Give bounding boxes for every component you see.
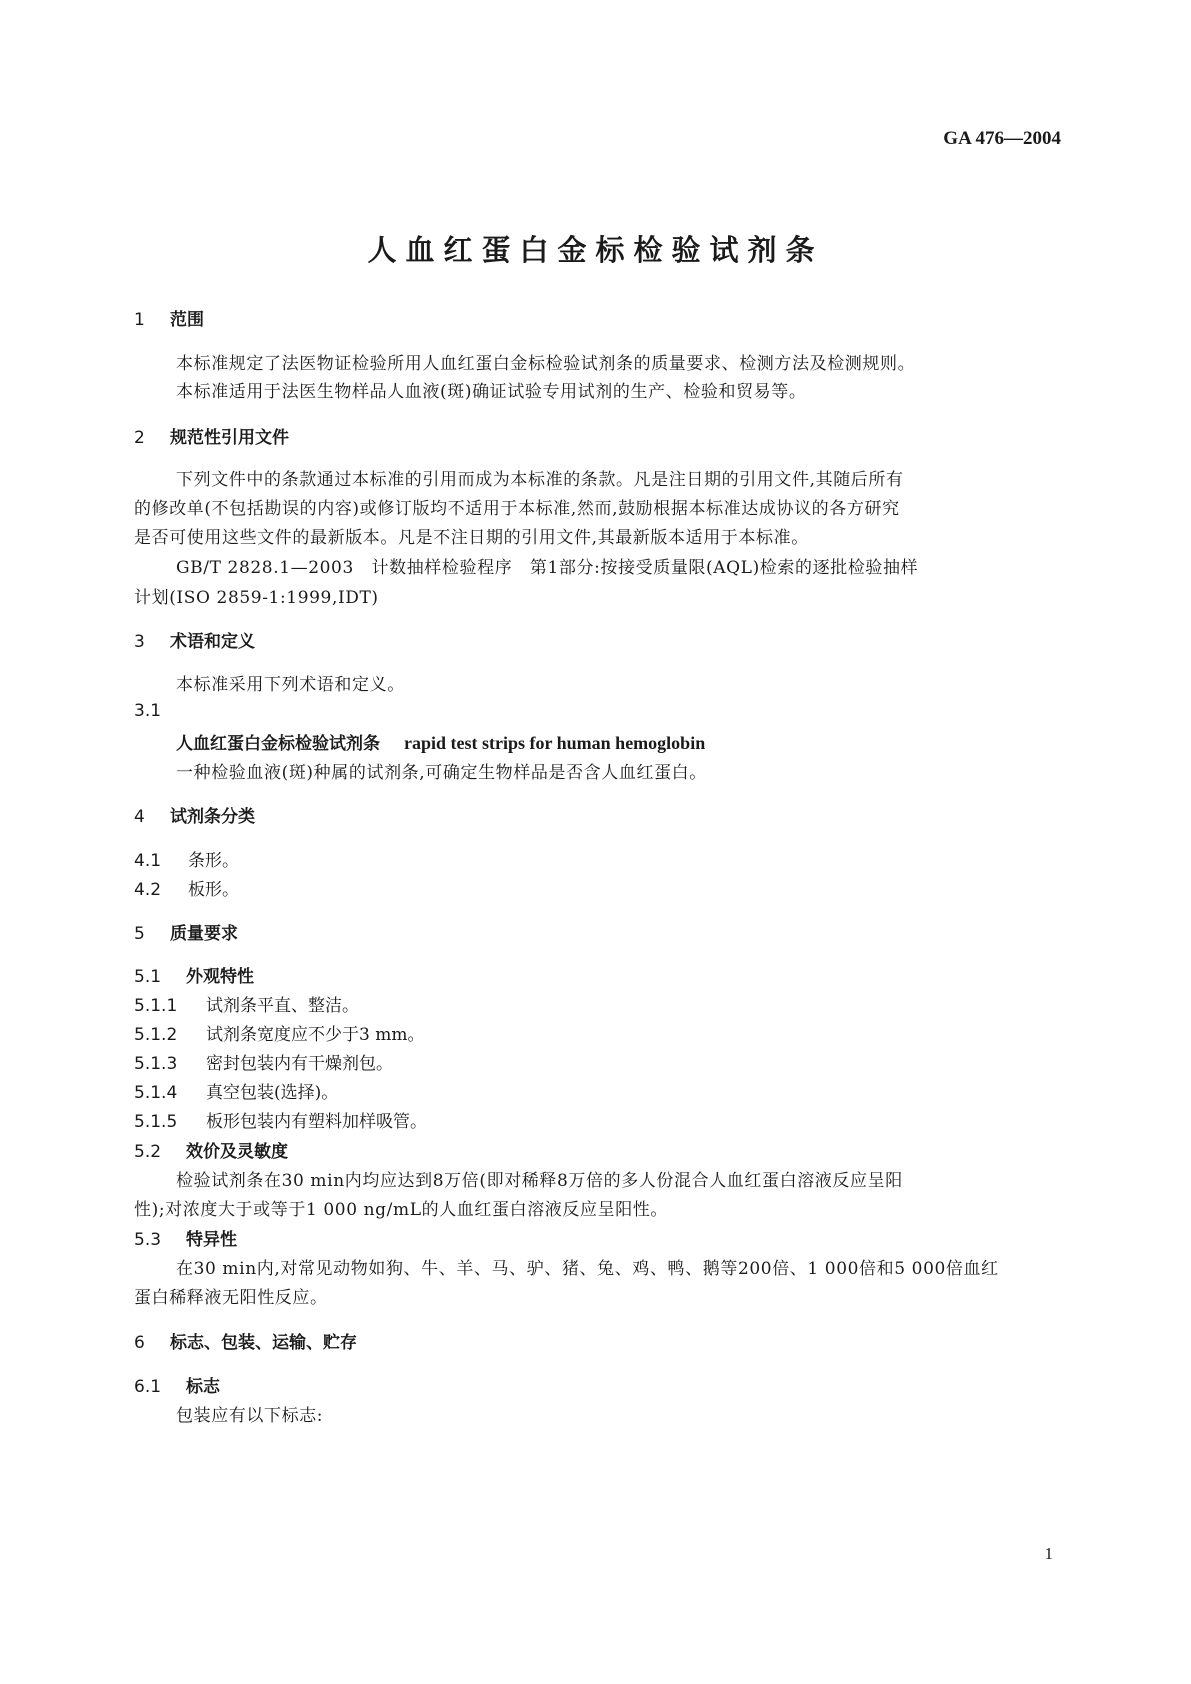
- subsection-5-2-heading: [134, 1137, 288, 1162]
- paragraph-line: 检验试剂条在30 min内均应达到8万倍(即对稀释8万倍的多人份混合人血红蛋白溶液反应呈阳: [176, 1171, 903, 1191]
- subsection-title: 标志: [186, 1377, 220, 1397]
- section-2-heading: [134, 423, 289, 448]
- section-number: 1: [134, 310, 145, 330]
- standard-code: GA 476—2004: [943, 128, 1061, 149]
- section-6-heading: [134, 1328, 357, 1353]
- section-title: 质量要求: [170, 924, 238, 944]
- subsection-title: 特异性: [186, 1230, 237, 1250]
- section-number: 5: [134, 924, 145, 944]
- section-number: 2: [134, 428, 145, 448]
- section-number: 4: [134, 807, 145, 827]
- paragraph-line: 是否可使用这些文件的最新版本。凡是不注日期的引用文件,其最新版本适用于本标准。: [134, 528, 809, 548]
- paragraph: 包装应有以下标志:: [176, 1406, 324, 1426]
- paragraph-line: 下列文件中的条款通过本标准的引用而成为本标准的条款。凡是注日期的引用文件,其随后所有: [176, 470, 904, 490]
- reference-line: 计划(ISO 2859-1:1999,IDT): [134, 588, 379, 608]
- subsection-number: 5.3: [134, 1230, 162, 1250]
- list-item: 5.1.1 试剂条平直、整洁。: [134, 996, 359, 1016]
- paragraph: 本标准规定了法医物证检验所用人血红蛋白金标检验试剂条的质量要求、检测方法及检测规则。: [176, 354, 916, 374]
- section-title: 规范性引用文件: [170, 428, 289, 448]
- term-entry: [176, 729, 705, 754]
- section-title: 范围: [170, 310, 204, 330]
- subsection-title: 效价及灵敏度: [186, 1142, 288, 1162]
- section-number: 3: [134, 632, 145, 652]
- subsection-number: 6.1: [134, 1377, 162, 1397]
- list-item: 4.1 条形。: [134, 851, 239, 871]
- subsection-6-1-heading: [134, 1372, 220, 1397]
- list-item: 5.1.5 板形包装内有塑料加样吸管。: [134, 1112, 427, 1132]
- paragraph: 本标准采用下列术语和定义。: [176, 675, 405, 695]
- paragraph-line: 蛋白稀释液无阳性反应。: [134, 1288, 328, 1308]
- subsection-number: 3.1: [134, 701, 162, 721]
- term-chinese: 人血红蛋白金标检验试剂条: [176, 734, 380, 754]
- list-item: 5.1.2 试剂条宽度应不少于3 mm。: [134, 1025, 425, 1045]
- subsection-5-3-heading: [134, 1225, 237, 1250]
- list-item: 4.2 板形。: [134, 880, 239, 900]
- section-title: 标志、包装、运输、贮存: [170, 1333, 357, 1353]
- section-title: 试剂条分类: [170, 807, 255, 827]
- section-title: 术语和定义: [170, 632, 255, 652]
- section-5-heading: [134, 919, 238, 944]
- paragraph-line: 在30 min内,对常见动物如狗、牛、羊、马、驴、猪、兔、鸡、鸭、鹅等200倍、1 000倍和5 000倍血红: [176, 1259, 999, 1279]
- paragraph-line: 性);对浓度大于或等于1 000 ng/mL的人血红蛋白溶液反应呈阳性。: [134, 1200, 668, 1220]
- list-item: 5.1.3 密封包装内有干燥剂包。: [134, 1054, 393, 1074]
- section-4-heading: [134, 802, 255, 827]
- subsection-number: 5.2: [134, 1142, 162, 1162]
- section-1-heading: [134, 305, 204, 330]
- section-3-heading: [134, 627, 255, 652]
- list-item: 5.1.4 真空包装(选择)。: [134, 1083, 339, 1103]
- term-definition: 一种检验血液(斑)种属的试剂条,可确定生物样品是否含人血红蛋白。: [176, 763, 707, 783]
- section-number: 6: [134, 1333, 145, 1353]
- subsection-number: 5.1: [134, 967, 162, 987]
- reference-line: GB/T 2828.1—2003 计数抽样检验程序 第1部分:按接受质量限(AQL)检索的逐批检验抽样: [176, 558, 919, 578]
- subsection-title: 外观特性: [186, 967, 254, 987]
- page-number: 1: [1044, 1544, 1053, 1563]
- subsection-5-1-heading: [134, 962, 254, 987]
- term-english: rapid test strips for human hemoglobin: [404, 733, 706, 753]
- paragraph: 本标准适用于法医生物样品人血液(斑)确证试验专用试剂的生产、检验和贸易等。: [176, 382, 807, 402]
- paragraph-line: 的修改单(不包括勘误的内容)或修订版均不适用于本标准,然而,鼓励根据本标准达成协议的各方研究: [134, 499, 900, 519]
- document-title: 人血红蛋白金标检验试剂条: [367, 233, 824, 267]
